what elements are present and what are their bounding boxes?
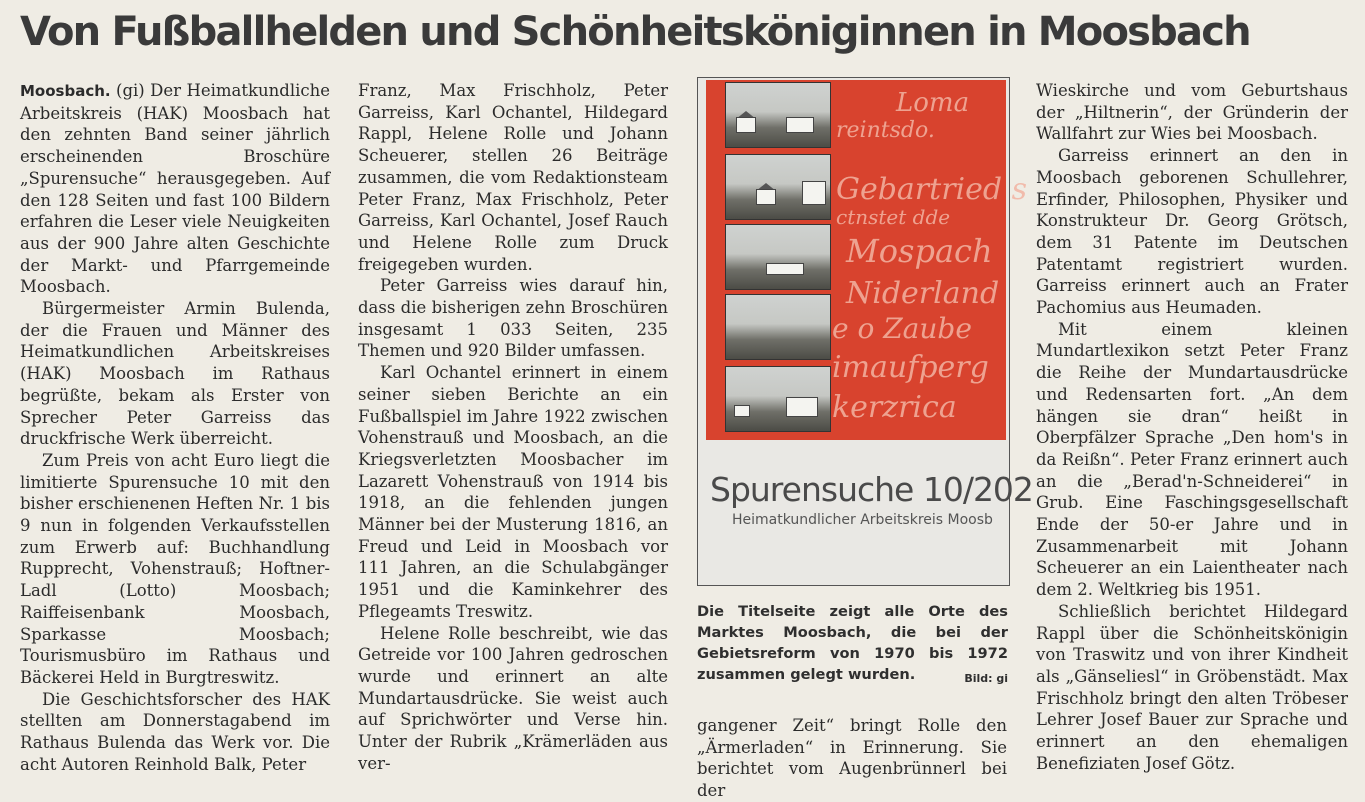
map-script-text: Niderland [846, 276, 1000, 311]
map-script-text: kerzrica [832, 390, 957, 425]
caption-text: Die Titelseite zeigt alle Orte des Marktes Moosbach, die bei der Gebietsreform von 1970 bis 1972 zusammen gelegt wurden. [697, 603, 1008, 683]
article-column-4 [1036, 80, 1348, 790]
map-script-text: e o Zaube [832, 312, 972, 345]
village-photo-3 [725, 224, 831, 290]
village-photo-4 [725, 294, 831, 360]
paragraph: Helene Rolle beschreibt, wie das Getreide vor 100 Jahren gedroschen wurde und erinnert an alte Mundartausdrücke. Sie weist auch auf Sprichwörter und Verse hin. Unter der Rubrik „Krämerläden aus ver- [358, 623, 668, 773]
paragraph: Karl Ochantel erinnert in einem seiner sieben Berichte an ein Fußballspiel im Jahre 1922 zwischen Vohenstrauß und Moosbach, an die Kriegsverletzten Moosbacher im Lazarett Vohenstrauß von 1914 bis 1918, an die fehlenden jungen Männer bei der Musterung 1816, an Freud und Leid in Moosbach vor 111 Jahren, an die Schulabgänger 1951 und die Kaminkehrer des Pflegeamts Treswitz. [358, 363, 668, 621]
village-photo-2 [725, 154, 831, 220]
cover-title: Spurensuche 10/202 [710, 470, 1033, 509]
map-script-text: Mospach [846, 232, 993, 270]
photo-credit: Bild: gi [964, 672, 1008, 685]
paragraph: Bürgermeister Armin Bulenda, der die Frauen und Männer des Heimatkundlichen Arbeitskreises (HAK) Moosbach im Rathaus begrüßte, bekam als Erster von Sprecher Peter Garreiss das druckfrische Werk überreicht. [20, 299, 330, 449]
article-column-2 [358, 80, 668, 790]
paragraph: Garreiss erinnert an den in Moosbach geborenen Schullehrer, Erfinder, Philosophen, Physiker und Konstrukteur Dr. Georg Grötsch, dem 31 Patente im Deutschen Patentamt registriert wurden. Garreiss erinnert auch an Frater Pachomius aus Heumaden. [1036, 146, 1348, 318]
map-script-text: reintsdo. [836, 118, 935, 143]
paragraph: Peter Garreiss wies darauf hin, dass die bisherigen zehn Broschüren insgesamt 1 033 Seiten, 235 Themen und 920 Bilder umfassen. [358, 276, 668, 361]
map-script-text: Loma [896, 88, 970, 118]
cover-photo [697, 77, 1033, 586]
photo-caption [697, 601, 1008, 689]
village-photo-5 [725, 366, 831, 432]
paragraph: Schließlich berichtet Hildegard Rappl über die Schönheitskönigin von Traswitz und von ihrer Kindheit als „Gänseliesl“ in Gröbenstädt. Max Frischholz bringt den alten Tröbeser Lehrer Josef Bauer zur Sprache und erinnert an den ehemaligen Benefiziaten Josef Götz. [1036, 601, 1348, 773]
paragraph: Mit einem kleinen Mundartlexikon setzt Peter Franz die Reihe der Mundartausdrücke und Redensarten fort. „An dem hängen sie dran“ heißt in Oberpfälzer Sprache „Den hom's in da Reißn“. Peter Franz erinnert auch an die „Berad'n-Schneiderei“ in Grub. Eine Faschingsgesellschaft Ende der 50-er Jahre und in Zusammenarbeit mit Johann Scheuerer an ein Laientheater nach dem 2. Weltkrieg bis 1951. [1036, 319, 1348, 600]
village-photo-1 [725, 82, 831, 148]
paragraph: Zum Preis von acht Euro liegt die limitierte Spurensuche 10 mit den bisher erschienenen Heften Nr. 1 bis 9 nun in folgenden Verkaufsstellen zum Erwerb auf: Buchhandlung Rupprecht, Vohenstrauß; Hoftner-Ladl (Lotto) Moosbach; Raiffeisenbank Moosbach, Sparkasse Moosbach; Tourismusbüro im Rathaus und Bäckerei Held in Burgtreswitz. [20, 450, 330, 687]
map-script-text: Gebartried s [836, 172, 1028, 207]
map-script-text: ctnstet dde [836, 205, 951, 229]
paragraph: Die Geschichtsforscher des HAK stellten am Donnerstagabend im Rathaus Bulenda das Werk vor. Die acht Autoren Reinhold Balk, Peter [20, 689, 330, 774]
map-script-text: imaufperg [832, 350, 989, 385]
paragraph: gangener Zeit“ bringt Rolle den „Ärmerladen“ in Erinnerung. Sie berichtet vom Augenbrünnerl bei der [697, 716, 1007, 801]
article-column-1 [20, 80, 330, 790]
cover-subtitle: Heimatkundlicher Arbeitskreis Moosb [732, 512, 993, 528]
paragraph: Moosbach. (gi) Der Heimatkundliche Arbeitskreis (HAK) Moosbach hat den zehnten Band seiner jährlich erscheinenden Broschüre „Spurensuche“ herausgegeben. Auf den 128 Seiten und fast 100 Bildern erfahren die Leser viele Neuigkeiten aus der 900 Jahre alten Geschichte der Markt- und Pfarrgemeinde Moosbach. [20, 81, 330, 297]
article-column-3 [697, 715, 1007, 801]
paragraph: Franz, Max Frischholz, Peter Garreiss, Karl Ochantel, Hildegard Rappl, Helene Rolle und Johann Scheuerer, stellen 26 Beiträge zusammen, die vom Redaktionsteam Peter Franz, Max Frischholz, Peter Garreiss, Karl Ochantel, Josef Rauch und Helene Rolle zum Druck freigegeben wurden. [358, 81, 668, 274]
dateline: Moosbach. [20, 82, 111, 100]
headline: Von Fußballhelden und Schönheitsköniginnen in Moosbach [20, 9, 1250, 55]
paragraph: Wieskirche und vom Geburtshaus der „Hiltnerin“, der Gründerin der Wallfahrt zur Wies bei Moosbach. [1036, 81, 1348, 144]
